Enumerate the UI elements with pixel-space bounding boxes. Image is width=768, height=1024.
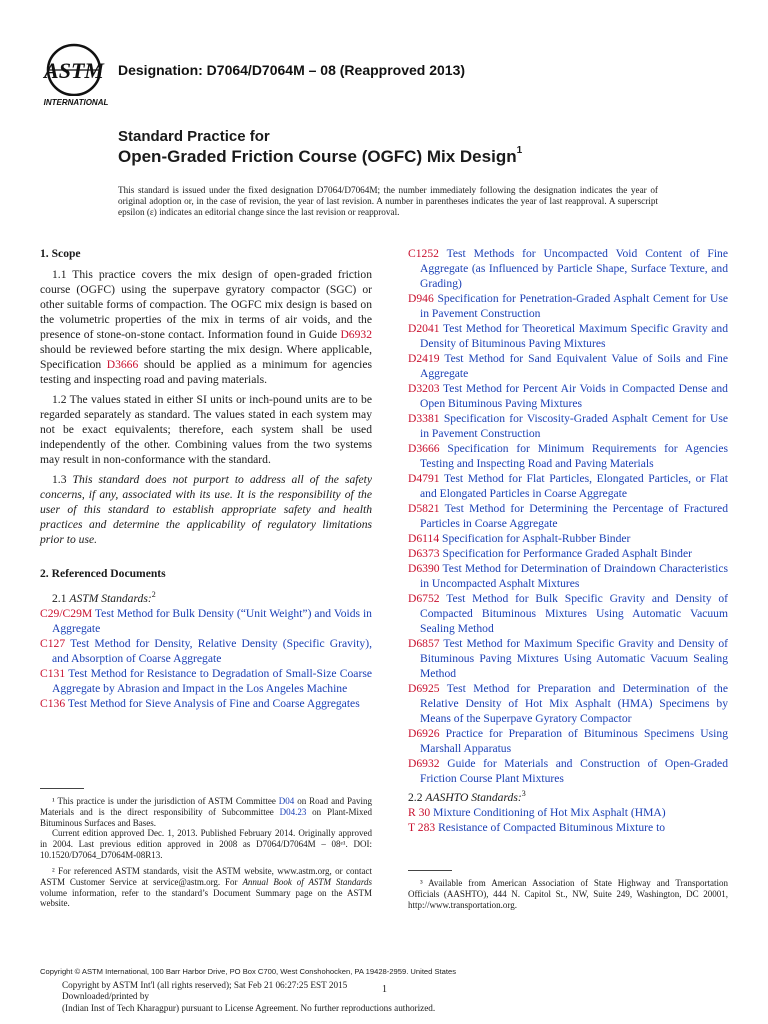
reference-item	[40, 696, 372, 711]
svg-text:INTERNATIONAL: INTERNATIONAL	[43, 98, 109, 107]
reference-item	[408, 820, 728, 835]
reference-code-link[interactable]: D2419	[408, 352, 440, 365]
reference-code-link[interactable]: D946	[408, 292, 434, 305]
aashto-ref-list	[408, 805, 728, 835]
section-scope-heading: 1. Scope	[40, 247, 81, 260]
reference-code-link[interactable]: D6114	[408, 532, 440, 545]
title-footnote-mark: 1	[516, 145, 523, 157]
reference-title-link[interactable]: Practice for Preparation of Bituminous Specimens Using Marshall Apparatus	[420, 727, 728, 755]
footnote-rule	[408, 870, 452, 871]
left-column	[40, 246, 372, 711]
reference-code-link[interactable]: C29/C29M	[40, 606, 93, 620]
scope-para-2: 1.2 The values stated in either SI units or inch-pound units are to be regarded separately as standard. The values stated in each system may not be exact equivalents; therefore, each system shall be used independently of the other. Combining values from the two systems may result in non-conformance with the standard.	[40, 393, 372, 466]
footnote-text: on Plant-Mixed Bituminous Surfaces and Bases.	[40, 806, 372, 828]
reference-item	[408, 805, 728, 820]
spacer	[40, 552, 372, 566]
reference-code-link[interactable]: D5821	[408, 502, 440, 515]
footnote-text: on Road and Paving Materials and is the direct responsibility of Subcommittee	[40, 796, 373, 817]
reference-title-link[interactable]: Test Method for Resistance to Degradation of Small-Size Coarse Aggregate by Abrasion and Impact in the Los Angeles Machine	[52, 666, 372, 695]
reference-title-link[interactable]: Specification for Viscosity-Graded Asphalt Cement for Use in Pavement Construction	[420, 412, 728, 440]
scope-para-1	[40, 267, 372, 387]
reference-item	[408, 546, 728, 561]
reference-item	[408, 441, 728, 471]
para-number: 2.1	[52, 591, 70, 605]
reference-code-link[interactable]: C131	[40, 666, 66, 680]
reference-code-link[interactable]: D2041	[408, 322, 440, 335]
footnote-3: ³ Available from American Association of State Highway and Transportation Officials (AASHTO), 444 N. Capitol St., NW, Suite 249, Washington, DC 20001, http://www.transportation.org.	[408, 878, 728, 910]
reference-title-link[interactable]: Specification for Performance Graded Asphalt Binder	[442, 547, 692, 560]
footnote-mark: 2	[151, 590, 156, 599]
reference-code-link[interactable]: D6373	[408, 547, 440, 560]
scope-para-3	[40, 472, 372, 547]
title-line1: Standard Practice for	[118, 128, 270, 145]
footnote-italic: Annual Book of ASTM Standards	[242, 876, 372, 887]
reference-item	[408, 411, 728, 441]
reference-title-link[interactable]: Test Method for Determining the Percentage of Fractured Particles in Coarse Aggregate	[420, 502, 728, 530]
reference-code-link[interactable]: D6932	[408, 757, 440, 770]
reference-title-link[interactable]: Test Method for Density, Relative Density (Specific Gravity), and Absorption of Coarse Aggregate	[52, 636, 372, 665]
reference-title-link[interactable]: Mixture Conditioning of Hot Mix Asphalt (HMA)	[433, 805, 666, 819]
reference-title-link[interactable]: Test Method for Bulk Specific Gravity and Density of Compacted Bituminous Mixtures Using Automatic Vacuum Sealing Method	[420, 592, 728, 635]
download-line: Copyright by ASTM Int'l (all rights reserved); Sat Feb 21 06:27:25 EST 2015	[62, 980, 348, 990]
reference-title-link[interactable]: Test Method for Percent Air Voids in Compacted Dense and Open Bituminous Paving Mixtures	[420, 382, 728, 410]
reference-item	[408, 471, 728, 501]
svg-text:ASTM: ASTM	[44, 58, 104, 83]
reference-code-link[interactable]: R 30	[408, 805, 431, 819]
edition-note: Current edition approved Dec. 1, 2013. Published February 2014. Originally approved in 2004. Last previous edition approved in 2008 as D7064/D7064M – 08ᵉ¹. DOI: 10.1520/D7064_D7064M-08R13.	[40, 828, 372, 860]
issue-note: This standard is issued under the fixed designation D7064/D7064M; the number immediately following the designation indicates the year of original adoption or, in the case of revision, the year of last revision. A number in parentheses indicates the year of last reapproval. A superscript epsilon (ε) indicates an editorial change since the last revision or reapproval.	[118, 185, 658, 217]
reference-item	[408, 321, 728, 351]
scope-text: should be applied as a minimum for agencies testing and inspecting road and paving materials.	[40, 358, 372, 386]
reference-item	[408, 501, 728, 531]
footnote-mark: 3	[521, 789, 526, 798]
reference-item	[408, 756, 728, 786]
reference-item	[408, 636, 728, 681]
reference-item	[40, 666, 372, 696]
reference-code-link[interactable]: C127	[40, 636, 66, 650]
para-number: 2.2	[408, 790, 426, 804]
right-column	[408, 246, 728, 835]
reference-title-link[interactable]: Specification for Minimum Requirements for Agencies Testing and Inspecting Road and Paving Materials	[420, 442, 728, 470]
para-number: 1.3	[52, 473, 73, 486]
reference-code-link[interactable]: D4791	[408, 472, 440, 485]
reference-title-link[interactable]: Guide for Materials and Construction of Open-Graded Friction Course Plant Mixtures	[420, 757, 728, 785]
page-number: 1	[382, 984, 387, 995]
designation: Designation: D7064/D7064M – 08 (Reapproved 2013)	[118, 62, 466, 78]
reference-item	[408, 246, 728, 291]
reference-item	[408, 726, 728, 756]
footnote-text: volume information, refer to the standard’s Document Summary page on the ASTM website.	[40, 887, 372, 909]
reference-title-link[interactable]: Test Method for Maximum Specific Gravity and Density of Bituminous Paving Mixtures Using Automatic Vacuum Sealing Method	[420, 637, 728, 680]
reference-code-link[interactable]: C1252	[408, 247, 439, 260]
reference-title-link[interactable]: Test Method for Preparation and Determination of the Relative Density of Hot Mix Asphalt (HMA) Specimens by Means of the Superpave Gyratory Compactor	[420, 682, 728, 725]
astm-logo	[40, 40, 112, 108]
reference-code-link[interactable]: D6926	[408, 727, 440, 740]
footnote-text: ¹ This practice is under the jurisdiction of ASTM Committee	[52, 796, 279, 806]
reference-title-link[interactable]: Specification for Penetration-Graded Asphalt Cement for Use in Pavement Construction	[420, 292, 728, 320]
reference-item	[408, 561, 728, 591]
document-title	[118, 147, 522, 167]
reference-code-link[interactable]: D6752	[408, 592, 440, 605]
reference-title-link[interactable]: Test Methods for Uncompacted Void Content of Fine Aggregate (as Influenced by Particle Shape, Surface Texture, and Grading)	[420, 247, 728, 290]
reference-code-link[interactable]: C136	[40, 696, 66, 710]
footnote-2	[40, 866, 372, 909]
astm-label-text: ASTM Standards:	[69, 591, 152, 605]
reference-item	[40, 606, 372, 636]
reference-item	[408, 381, 728, 411]
reference-code-link[interactable]: D6390	[408, 562, 440, 575]
reference-item	[408, 531, 728, 546]
scope-text: should be reviewed before starting the mix design. Where applicable, Specification	[40, 343, 372, 371]
footnote-rule	[40, 788, 84, 789]
committee-link[interactable]: D04	[278, 796, 295, 806]
reference-title-link[interactable]: Resistance of Compacted Bituminous Mixture to	[438, 820, 666, 834]
download-line: (Indian Inst of Tech Kharagpur) pursuant to License Agreement. No further reproductions authorized.	[62, 1002, 436, 1013]
reference-item	[408, 681, 728, 726]
aashto-standards-label	[408, 786, 728, 805]
reference-title-link[interactable]: Test Method for Sieve Analysis of Fine and Coarse Aggregates	[67, 696, 360, 710]
astm-standards-label	[40, 587, 372, 606]
safety-statement: This standard does not purport to address all of the safety concerns, if any, associated with its use. It is the responsibility of the user of this standard to establish appropriate safety and health practices and determine the applicability of regulatory limitations prior to use.	[40, 473, 373, 546]
reference-code-link[interactable]: T 283	[408, 820, 436, 834]
ref-link-d6932[interactable]: D6932	[340, 328, 372, 341]
reference-title-link[interactable]: Test Method for Bulk Density (“Unit Weight”) and Voids in Aggregate	[52, 606, 372, 635]
reference-code-link[interactable]: D6925	[408, 682, 440, 695]
download-line: Downloaded/printed by	[62, 991, 150, 1002]
reference-item	[408, 591, 728, 636]
astm-ref-list-left	[40, 606, 372, 711]
download-note	[62, 980, 435, 1014]
reference-title-link[interactable]: Test Method for Flat Particles, Elongated Particles, or Flat and Elongated Particles in Coarse Aggregate	[420, 472, 728, 500]
astm-ref-list-right	[408, 246, 728, 786]
reference-title-link[interactable]: Test Method for Theoretical Maximum Specific Gravity and Density of Bituminous Paving Mixtures	[420, 322, 728, 350]
document-title-text: Open-Graded Friction Course (OGFC) Mix Design	[118, 147, 517, 166]
copyright-line: Copyright © ASTM International, 100 Barr Harbor Drive, PO Box C700, West Conshohocken, PA 19428-2959. United States	[40, 967, 457, 976]
reference-item	[40, 636, 372, 666]
scope-text: 1.1 This practice covers the mix design of open-graded friction course (OGFC) using the superpave gyratory compactor (SGC) or other suitable forms of compaction. The OGFC mix design is based on the volumetric properties of the mix in terms of air voids, and the presence of stone-on-stone contact. Information found in Guide	[40, 268, 372, 341]
footnote-text: ² For referenced ASTM standards, visit the ASTM website, www.astm.org, or contact ASTM Customer Service at service@astm.org. For	[40, 866, 372, 887]
footnote-1	[40, 796, 372, 861]
ref-link-d3666[interactable]: D3666	[106, 358, 139, 371]
reference-code-link[interactable]: D3381	[408, 412, 440, 425]
reference-code-link[interactable]: D6857	[408, 637, 440, 650]
aashto-label-text: AASHTO Standards:	[425, 790, 522, 804]
reference-code-link[interactable]: D3203	[408, 382, 440, 395]
reference-item	[408, 291, 728, 321]
subcommittee-link[interactable]: D04.23	[279, 806, 307, 817]
reference-title-link[interactable]: Test Method for Determination of Draindown Characteristics in Uncompacted Asphalt Mixtures	[420, 562, 728, 590]
reference-code-link[interactable]: D3666	[408, 442, 440, 455]
reference-title-link[interactable]: Test Method for Sand Equivalent Value of Soils and Fine Aggregate	[420, 352, 728, 380]
section-refs-heading: 2. Referenced Documents	[40, 567, 166, 580]
reference-title-link[interactable]: Specification for Asphalt-Rubber Binder	[442, 532, 631, 545]
reference-item	[408, 351, 728, 381]
